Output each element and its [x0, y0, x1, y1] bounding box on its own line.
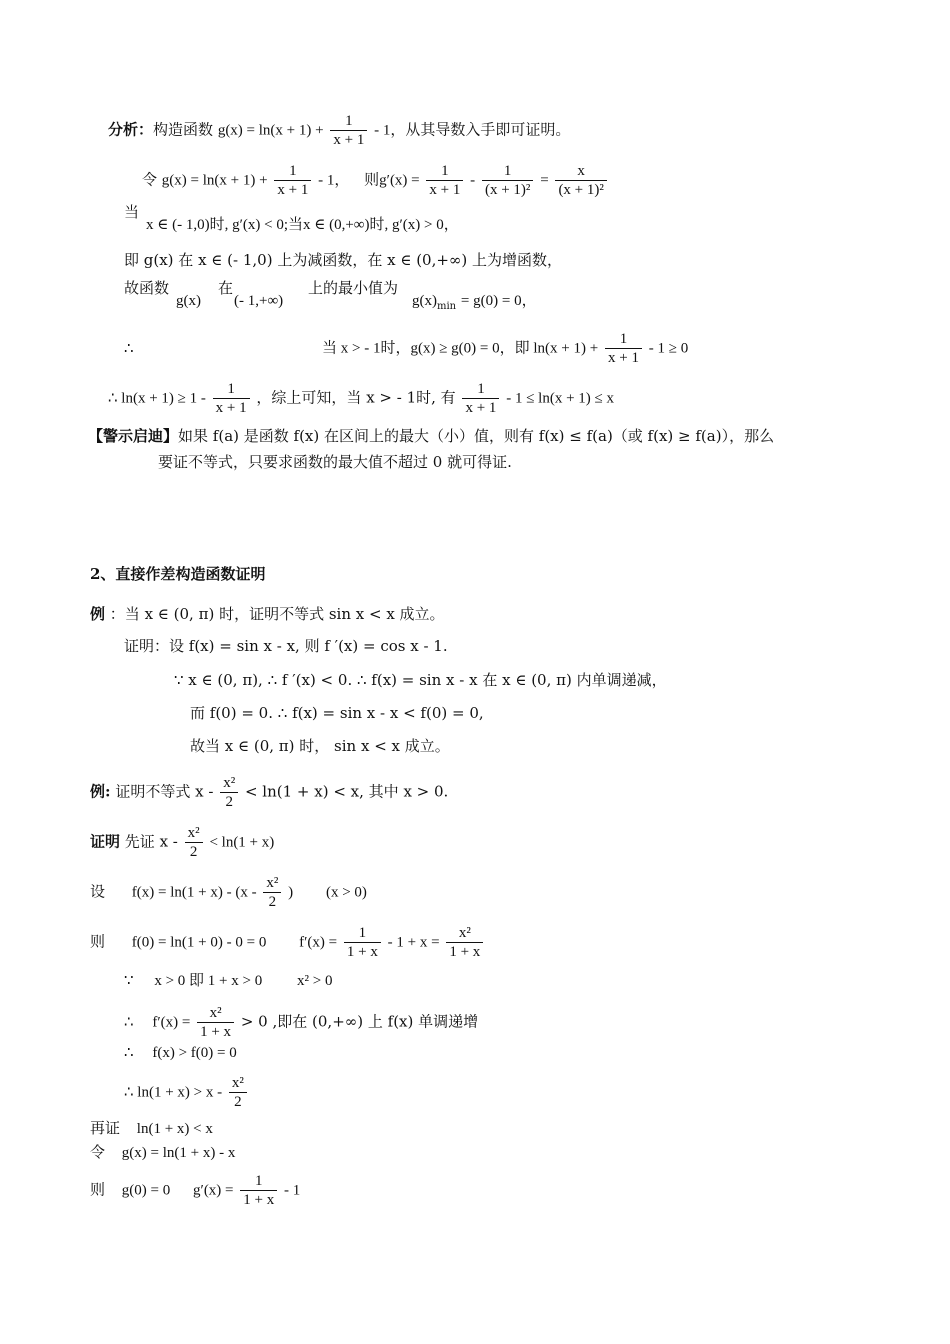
fraction: $\frac{\text{x²}}{2}$: [229, 1074, 247, 1111]
analysis-line-5c: 在: [218, 279, 234, 297]
fraction: $\frac{1}{x + 1}$: [213, 380, 250, 417]
proof-line-4: ∵ x > 0 即 1 + x > 0 x² > 0: [124, 971, 333, 989]
example-label: 例:: [90, 782, 111, 801]
example1-line-1: 例 ：当 x ∈ (0, π) 时，证明不等式 sin x < x 成立。: [90, 605, 445, 623]
analysis-line-5f: $g(x)_{min} = g(0) = 0$，: [412, 291, 537, 312]
analysis-label: 分析：: [108, 120, 154, 139]
example1-line-4: 而 f(0) = 0. ∴ f(x) = sin x - x < f(0) = 0,: [190, 704, 484, 722]
fraction: $\frac{\text{x²}}{2}$: [220, 774, 238, 811]
fraction: $\frac{x}{\text{(x + 1)²}}$: [555, 162, 606, 199]
warning-line-2: 要证不等式，只要求函数的最大值不超过 0 就可得证.: [158, 453, 512, 471]
proof-line-10: 则 g(0) = 0 g′(x) = $\frac{1}{1 + x}$ - 1: [90, 1173, 301, 1208]
proof-line-7: ∴ ln(1 + x) > x - $\frac{\text{x²}}{2}$: [124, 1074, 249, 1111]
analysis-line-6: 当 x > - 1时，g(x) ≥ g(0) = 0，即 ln(x + 1) + $\frac{1}{x + 1}$ - 1 ≥ 0: [322, 331, 689, 366]
example-label: 例: [90, 605, 106, 623]
section-title: 2、直接作差构造函数证明: [90, 565, 266, 583]
example1-line-3: ∵ x ∈ (0, π), ∴ f ′(x) < 0. ∴ f(x) = sin x - x 在 x ∈ (0, π) 内单调递减，: [174, 671, 667, 689]
proof-label: 证明: [90, 832, 121, 851]
analysis-line-5b: g(x): [176, 293, 201, 309]
warning-line-1: 【警示启迪】如果 f(a) 是函数 f(x) 在区间上的最大（小）值，则有 f(x) ≤ f(a)（或 f(x) ≥ f(a)），那么: [88, 427, 775, 445]
example2-line: 例: 证明不等式 x - $\frac{\text{x²}}{2}$ < ln(1 + x) < x, 其中 x > 0.: [90, 775, 449, 810]
analysis-line-4: 即 g(x) 在 x ∈ (- 1,0) 上为减函数，在 x ∈ (0,+∞) 上为增函数，: [124, 251, 563, 269]
fraction: $\frac{1}{x + 1}$: [274, 162, 311, 199]
fraction: $\frac{1}{x + 1}$: [462, 380, 499, 417]
analysis-line-3: x ∈ (- 1,0)时, g′(x) < 0;当x ∈ (0,+∞)时, g′(x) > 0，: [146, 215, 459, 233]
fraction: $\frac{1}{x + 1}$: [426, 162, 463, 199]
analysis-line-5: 故函数: [124, 279, 170, 297]
proof-line-1: 证明 先证 x - $\frac{\text{x²}}{2}$ < ln(1 + x): [90, 825, 275, 860]
proof-line-3: 则 f(0) = ln(1 + 0) - 0 = 0 f′(x) = $\frac{1}{1 + x}$ - 1 + x = $\frac{\text{x²}}{1 + x}$: [90, 924, 485, 961]
fraction: $\frac{1}{x + 1}$: [605, 330, 642, 367]
fraction: $\frac{\text{x²}}{1 + x}$: [197, 1004, 234, 1041]
fraction: $\frac{1}{x + 1}$: [330, 112, 367, 149]
fraction: $\frac{\text{x²}}{2}$: [263, 874, 281, 911]
analysis-line-2: 令 g(x) = ln(x + 1) + $\frac{1}{x + 1}$ - 1， 则g′(x) = $\frac{1}{x + 1}$ - $\frac{1}{\text{(x + 1)²}}$ = $\frac{x}{\text{(x + 1)²}}$: [142, 162, 609, 199]
proof-line-9: 令 g(x) = ln(1 + x) - x: [90, 1143, 236, 1161]
analysis-line-7: ∴ ln(x + 1) ≥ 1 - $\frac{1}{x + 1}$ ，综上可知，当 x > - 1时, 有 $\frac{1}{x + 1}$ - 1 ≤ ln(x + 1) ≤ x: [108, 381, 615, 416]
example1-line-5: 故当 x ∈ (0, π) 时， sin x < x 成立。: [190, 737, 450, 755]
fraction: $\frac{\text{x²}}{2}$: [185, 824, 203, 861]
fraction: $\frac{1}{1 + x}$: [240, 1172, 277, 1209]
analysis-line-6a: ∴: [124, 339, 134, 357]
fraction: $\frac{\text{x²}}{1 + x}$: [446, 924, 483, 961]
proof-line-2: 设 f(x) = ln(1 + x) - (x - $\frac{\text{x²}}{2}$ ) (x > 0): [90, 875, 367, 910]
example1-line-2: 证明：设 f(x) = sin x - x, 则 f ′(x) = cos x - 1.: [124, 637, 448, 655]
analysis-line-5e: 上的最小值为: [308, 279, 399, 297]
fraction: $\frac{1}{1 + x}$: [344, 924, 381, 961]
proof-line-5: ∴ f′(x) = $\frac{\text{x²}}{1 + x}$ > 0 ,即在 (0,+∞) 上 f(x) 单调递增: [124, 1005, 479, 1040]
analysis-line-5d: (- 1,+∞): [234, 293, 284, 309]
proof-line-8: 再证 ln(1 + x) < x: [90, 1119, 213, 1137]
analysis-line-3a: 当: [124, 203, 140, 221]
analysis-line-1: 分析：构造函数 g(x) = ln(x + 1) + $\frac{1}{x + 1}$ - 1，从其导数入手即可证明。: [108, 113, 571, 148]
fraction: $\frac{1}{\text{(x + 1)²}}$: [482, 162, 533, 199]
proof-line-6: ∴ f(x) > f(0) = 0: [124, 1043, 237, 1061]
warning-label: 【警示启迪】: [88, 427, 179, 445]
